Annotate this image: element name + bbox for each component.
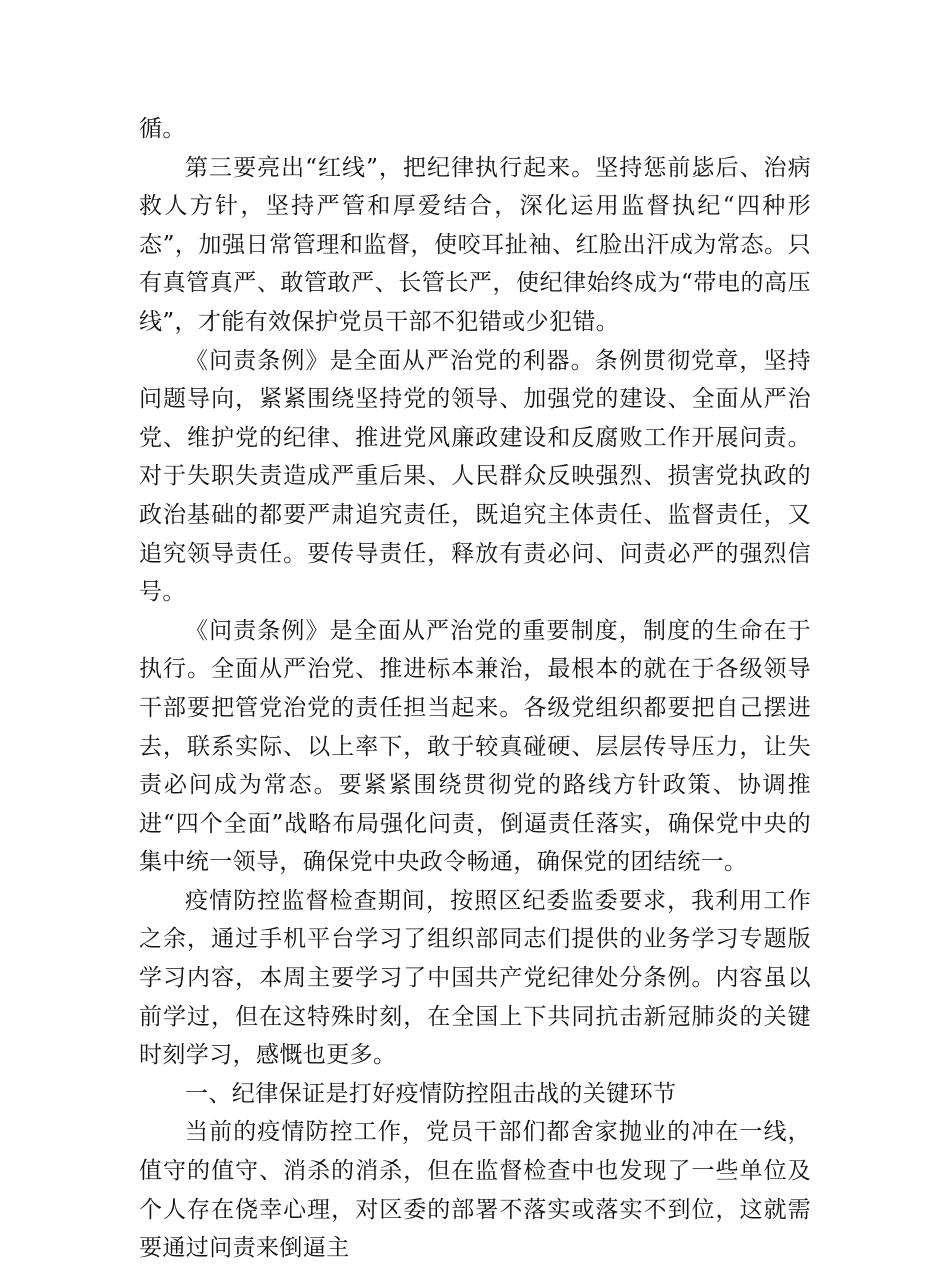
paragraph-red-line: 第三要亮出“红线”，把纪律执行起来。坚持惩前毖后、治病救人方针，坚持严管和厚爱结合，深化运用监督执纪“四种形态”，加强日常管理和监督，使咬耳扯袖、红脸出汗成为常态。只有真管真严、敢管敢严、长管长严，使纪律始终成为“带电的高压线”，才能有效保护党员干部不犯错或少犯错。 (139, 154, 811, 335)
section-heading-discipline: 一、纪律保证是打好疫情防控阻击战的关键环节 (185, 1080, 677, 1107)
paragraph-epidemic-study: 疫情防控监督检查期间，按照区纪委监委要求，我利用工作之余，通过手机平台学习了组织部同志们提供的业务学习专题版学习内容，本周主要学习了中国共产党纪律处分条例。内容虽以前学过，但在这特殊时刻，在全国上下共同抗击新冠肺炎的关键时刻学习，感慨也更多。 (139, 887, 811, 1069)
paragraph-continuation: 循。 (139, 116, 186, 142)
paragraph-accountability-system: 《问责条例》是全面从严治党的重要制度，制度的生命在于执行。全面从严治党、推进标本兼治，最根本的就在于各级领导干部要把管党治党的责任担当起来。各级党组织都要把自己摆进去，联系实际、以上率下，敢于较真碰硬、层层传导压力，让失责必问成为常态。要紧紧围绕贯彻党的路线方针政策、协调推进“四个全面”战略布局强化问责，倒逼责任落实，确保党中央的集中统一领导，确保党中央政令畅通，确保党的团结统一。 (139, 617, 811, 876)
paragraph-current-work: 当前的疫情防控工作，党员干部们都舍家抛业的冲在一线，值守的值守、消杀的消杀，但在监督检查中也发现了一些单位及个人存在侥幸心理，对区委的部署不落实或落实不到位，这就需要通过问责来倒逼主 (139, 1119, 811, 1262)
document-body (139, 110, 811, 1268)
paragraph-accountability-tool: 《问责条例》是全面从严治党的利器。条例贯彻党章，坚持问题导向，紧紧围绕坚持党的领导、加强党的建设、全面从严治党、维护党的纪律、推进党风廉政建设和反腐败工作开展问责。对于失职失责造成严重后果、人民群众反映强烈、损害党执政的政治基础的都要严肃追究责任，既追究主体责任、监督责任，又追究领导责任。要传导责任，释放有责必问、问责必严的强烈信号。 (139, 347, 811, 606)
